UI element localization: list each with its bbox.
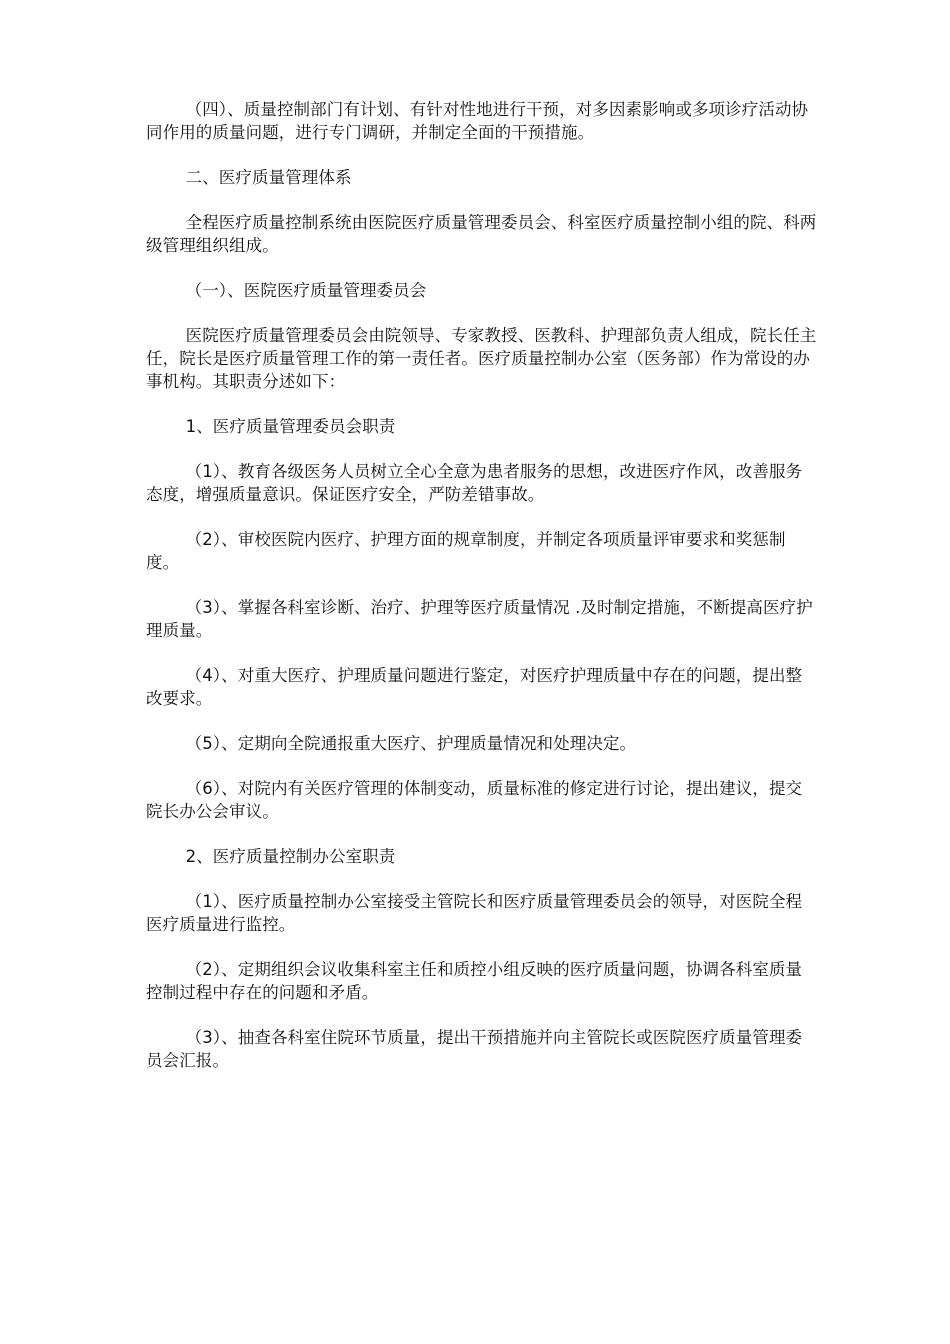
heading-quality-system: 二、医疗质量管理体系 <box>185 168 352 187</box>
paragraph-committee-duty-2: （2）、审校医院内医疗、护理方面的规章制度，并制定各项质量评审要求和奖惩制度。 <box>146 530 786 572</box>
paragraph-committee-duty-5: （5）、定期向全院通报重大医疗、护理质量情况和处理决定。 <box>185 734 637 753</box>
paragraph-committee-duty-1: （1）、教育各级医务人员树立全心全意为患者服务的思想，改进医疗作风，改善服务态度，增强质量意识。保证医疗安全，严防差错事故。 <box>146 462 803 504</box>
paragraph-committee-overview: 医院医疗质量管理委员会由院领导、专家教授、医教科、护理部负责人组成，院长任主任，院长是医疗质量管理工作的第一责任者。医疗质量控制办公室（医务部）作为常设的办事机构。其职责分述如下： <box>146 326 817 391</box>
paragraph-committee-duty-3: （3）、掌握各科室诊断、治疗、护理等医疗质量情况 .及时制定措施，不断提高医疗护理质量。 <box>146 598 813 640</box>
paragraph-committee-duty-6: （6）、对院内有关医疗管理的体制变动，质量标准的修定进行讨论，提出建议，提交院长办公会审议。 <box>146 779 803 821</box>
paragraph-system-overview: 全程医疗质量控制系统由医院医疗质量管理委员会、科室医疗质量控制小组的院、科两级管理组织组成。 <box>146 213 817 255</box>
paragraph-intervention-4: （四）、质量控制部门有计划、有针对性地进行干预，对多因素影响或多项诊疗活动协同作用的质量问题，进行专门调研，并制定全面的干预措施。 <box>146 100 809 142</box>
heading-committee: （一）、医院医疗质量管理委员会 <box>185 281 427 300</box>
paragraph-office-duty-2: （2）、定期组织会议收集科室主任和质控小组反映的医疗质量问题，协调各科室质量控制过程中存在的问题和矛盾。 <box>146 960 803 1002</box>
heading-office-duties: 2、医疗质量控制办公室职责 <box>185 847 396 866</box>
paragraph-office-duty-1: （1）、医疗质量控制办公室接受主管院长和医疗质量管理委员会的领导，对医院全程医疗质量进行监控。 <box>146 892 803 934</box>
paragraph-office-duty-3: （3）、抽查各科室住院环节质量，提出干预措施并向主管院长或医院医疗质量管理委员会汇报。 <box>146 1028 803 1070</box>
document-body <box>146 98 818 1094</box>
heading-committee-duties: 1、医疗质量管理委员会职责 <box>185 417 396 436</box>
paragraph-committee-duty-4: （4）、对重大医疗、护理质量问题进行鉴定，对医疗护理质量中存在的问题，提出整改要求。 <box>146 666 803 708</box>
